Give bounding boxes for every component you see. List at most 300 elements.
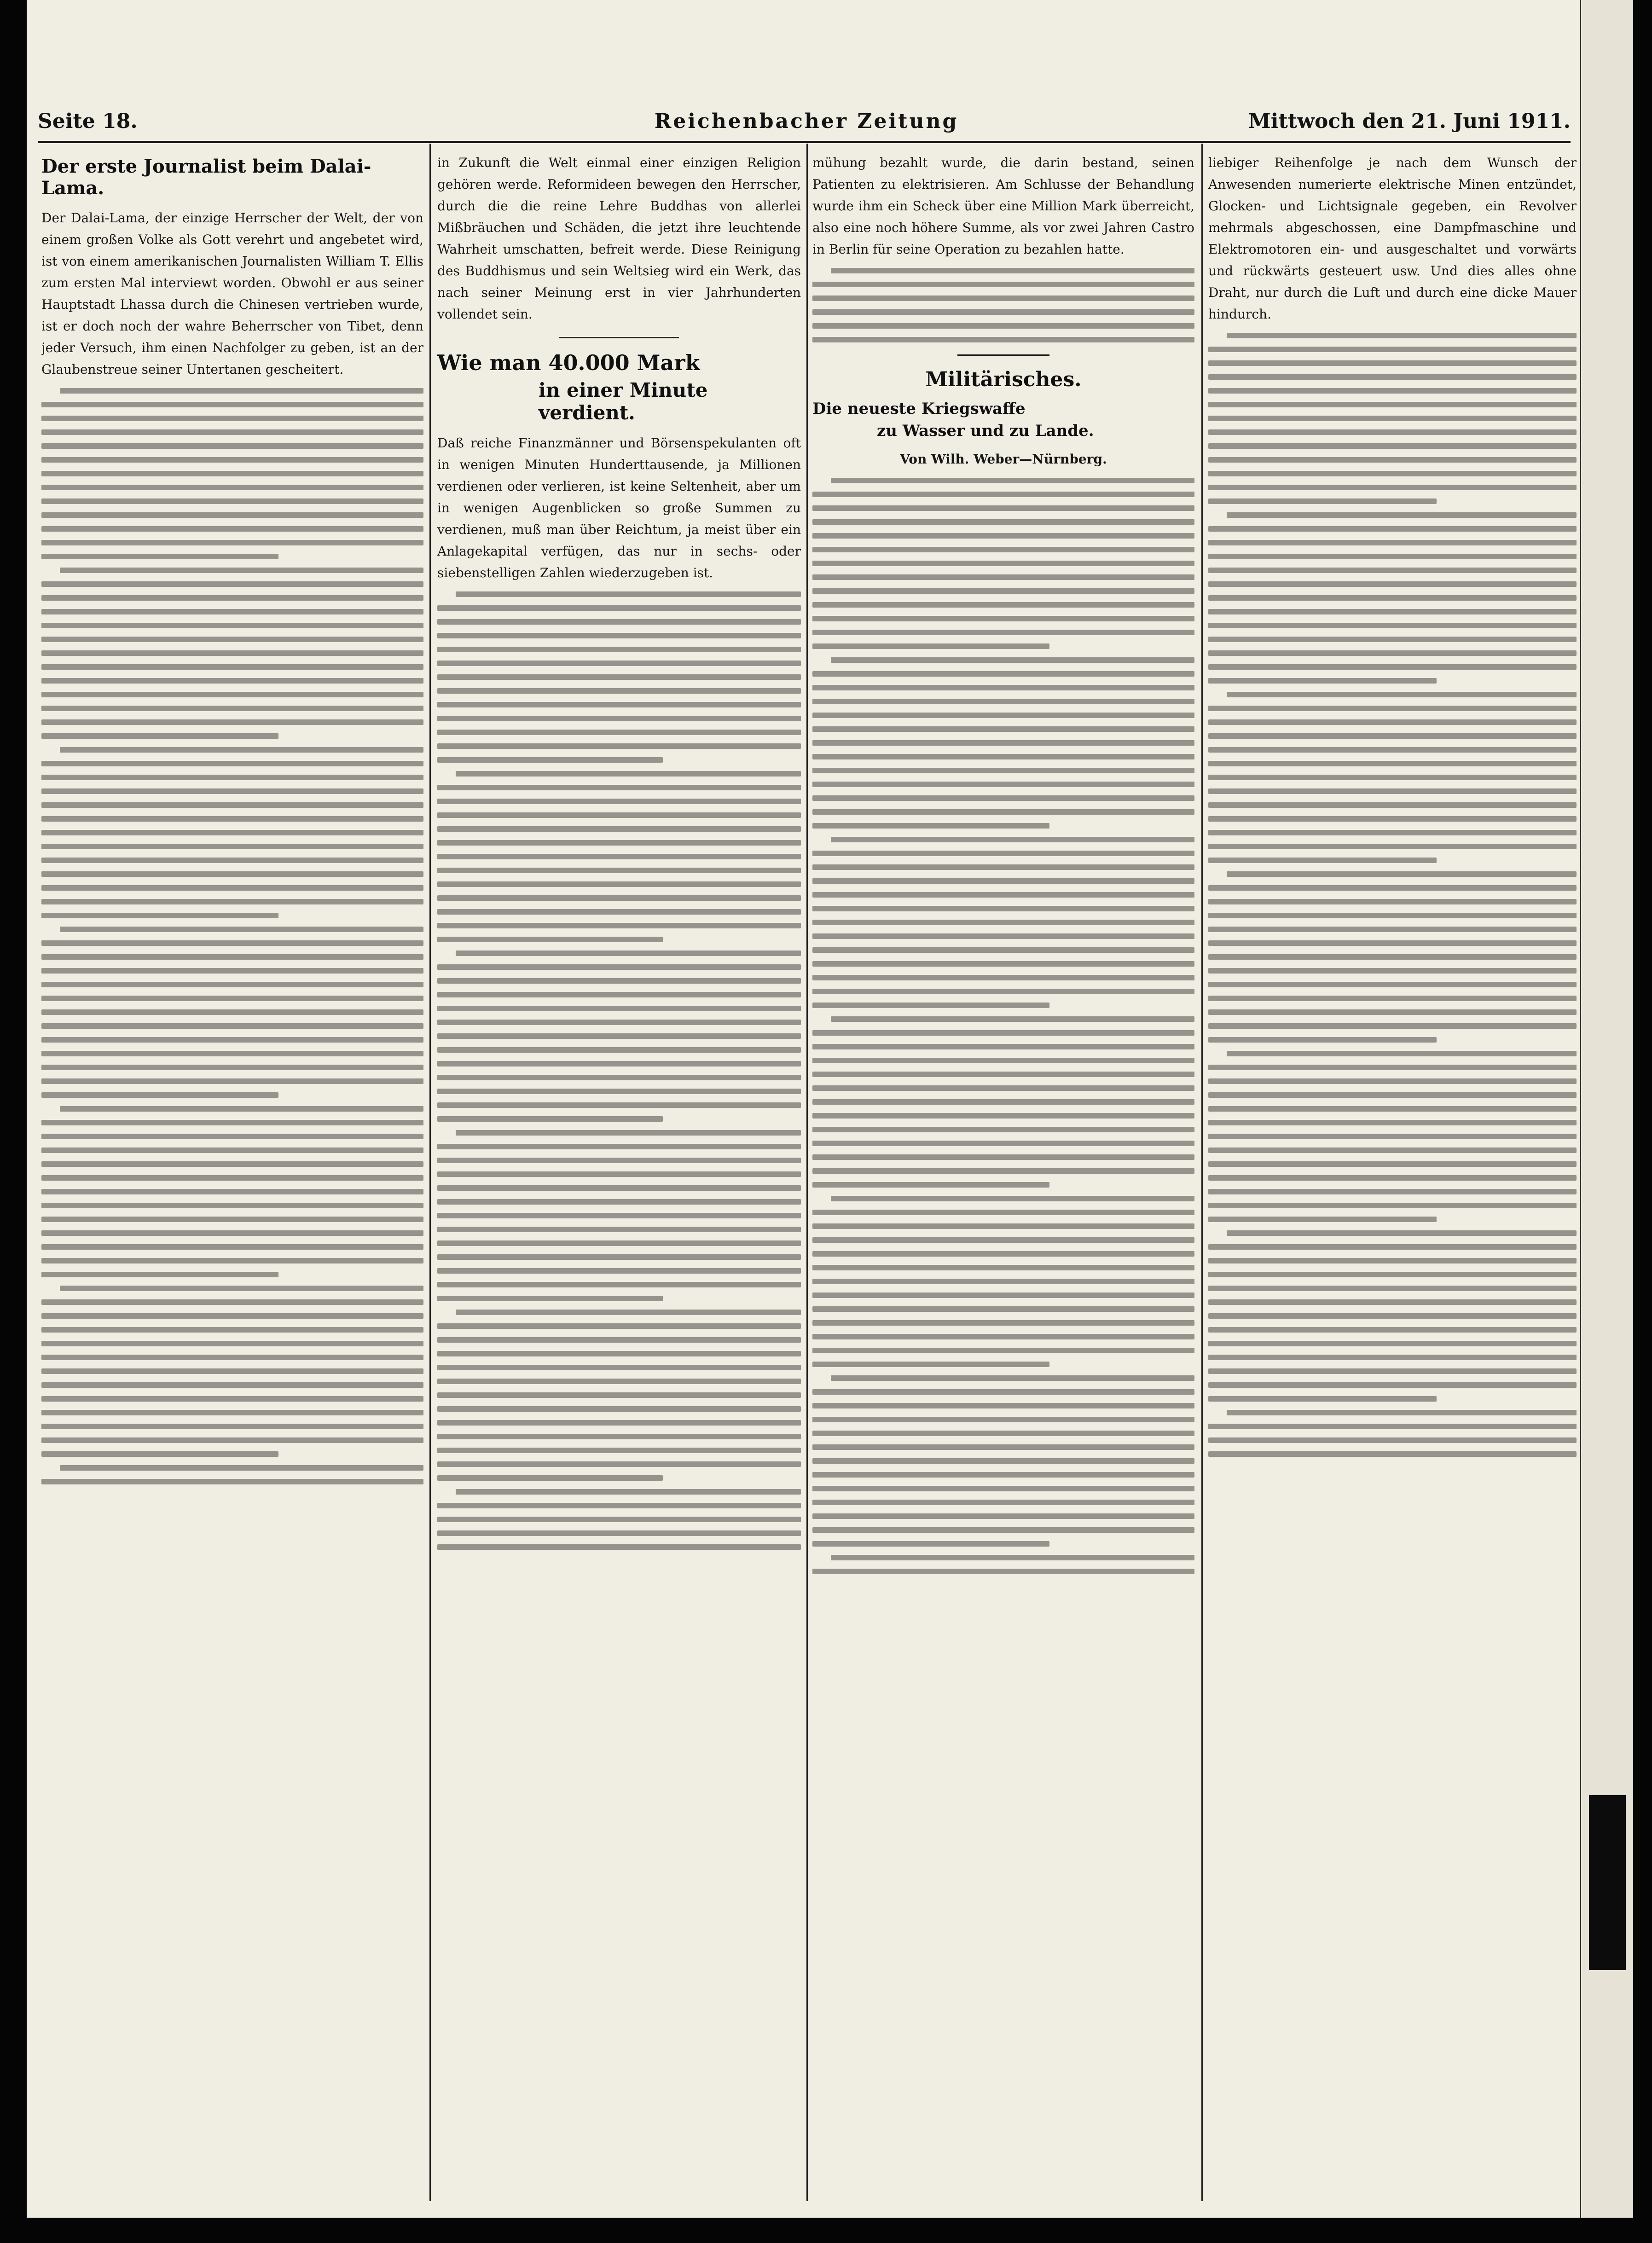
text-line	[41, 1065, 423, 1070]
text-line	[1208, 1106, 1577, 1112]
text-line	[1208, 1396, 1437, 1402]
text-line	[41, 954, 423, 960]
text-line	[1208, 954, 1577, 960]
text-line	[812, 1279, 1194, 1284]
text-line	[41, 1396, 423, 1402]
text-line	[437, 1158, 801, 1163]
text-line	[41, 650, 423, 656]
text-line	[437, 937, 663, 942]
text-line	[812, 1362, 1049, 1367]
text-line	[1208, 1313, 1577, 1319]
text-line	[812, 1306, 1194, 1312]
text-line	[437, 1199, 801, 1205]
text-line	[1208, 388, 1577, 394]
text-line	[1208, 650, 1577, 656]
article-paragraph: in Zukunft die Welt einmal einer einzigen Religion gehören werde. Reformideen bewegen den Herrscher, durch die die reine Lehre Buddhas von allerlei Mißbräuchen und Schäden, die jetzt ihre leuchtende Wahrheit umschatten, befreit werde. Diese Reinigung des Buddhismus und sein Weltsieg wird ein Werk, das nach seiner Meinung erst in vier Jahrhunderten vollendet sein.	[437, 155, 801, 322]
text-line	[456, 771, 801, 777]
text-line	[41, 429, 423, 435]
text-line	[41, 1051, 423, 1056]
text-line	[1208, 706, 1577, 711]
text-line	[437, 854, 801, 859]
text-line	[41, 1451, 278, 1457]
text-line	[812, 1237, 1194, 1243]
article-divider	[957, 354, 1049, 356]
text-line	[812, 1444, 1194, 1450]
text-line	[831, 1555, 1194, 1560]
text-line	[1208, 429, 1577, 435]
text-line	[1208, 1037, 1437, 1043]
text-line	[1208, 1065, 1577, 1070]
text-line	[812, 754, 1194, 759]
text-lines	[41, 388, 423, 1484]
text-line	[812, 864, 1194, 870]
text-line	[812, 782, 1194, 787]
text-line	[41, 913, 278, 918]
text-line	[812, 519, 1194, 525]
text-line	[1208, 526, 1577, 532]
text-line	[831, 268, 1194, 273]
text-line	[1208, 968, 1577, 974]
text-line	[41, 1355, 423, 1360]
text-line	[812, 933, 1194, 939]
text-line	[1208, 1189, 1577, 1194]
text-line	[1208, 1327, 1577, 1333]
text-line	[437, 1061, 801, 1066]
text-line	[41, 1037, 423, 1043]
scan-edge-bottom	[0, 2218, 1652, 2243]
text-line	[812, 1251, 1194, 1257]
text-line	[41, 788, 423, 794]
text-line	[812, 1320, 1194, 1326]
newspaper-title: Reichenbacher Zeitung	[654, 110, 959, 133]
text-line	[437, 716, 801, 721]
text-line	[812, 920, 1194, 925]
text-line	[437, 674, 801, 680]
text-line	[1208, 747, 1577, 753]
text-line	[41, 885, 423, 891]
text-line	[437, 895, 801, 901]
text-line	[41, 1203, 423, 1208]
text-line	[41, 899, 423, 904]
text-line	[437, 840, 801, 846]
text-line	[1208, 1175, 1577, 1181]
text-line	[437, 1323, 801, 1329]
scan-edge-left	[0, 0, 27, 2243]
text-line	[831, 1196, 1194, 1201]
text-line	[437, 730, 801, 735]
text-line	[812, 823, 1049, 829]
text-line	[41, 485, 423, 490]
column-4	[1208, 152, 1577, 2205]
article-headline-kriegswaffe-line2: zu Wasser und zu Lande.	[877, 422, 1094, 440]
text-line	[437, 1282, 801, 1287]
text-line	[41, 581, 423, 587]
text-line	[41, 1217, 423, 1222]
text-line	[41, 678, 423, 684]
text-line	[437, 909, 801, 915]
article-headline-kriegswaffe: Die neueste Kriegswaffe	[812, 400, 1026, 418]
text-line	[1208, 595, 1577, 601]
text-line	[437, 1268, 801, 1274]
text-line	[41, 402, 423, 407]
text-line	[437, 881, 801, 887]
text-line	[812, 643, 1049, 649]
text-line	[437, 661, 801, 666]
text-line	[437, 1213, 801, 1218]
text-lines	[812, 478, 1194, 1574]
text-line	[41, 554, 278, 559]
column-2	[437, 152, 801, 2205]
text-line	[831, 478, 1194, 483]
text-line	[812, 1182, 1049, 1188]
text-line	[437, 1475, 663, 1481]
text-line	[812, 1403, 1194, 1408]
text-line	[41, 1244, 423, 1250]
text-line	[41, 1134, 423, 1139]
text-line	[1208, 899, 1577, 904]
text-line	[1208, 498, 1437, 504]
text-line	[41, 1078, 423, 1084]
text-line	[1208, 1437, 1577, 1443]
text-line	[437, 978, 801, 984]
text-line	[831, 1016, 1194, 1022]
text-line	[437, 619, 801, 625]
text-line	[1208, 1217, 1437, 1222]
text-line	[437, 1006, 801, 1011]
text-line	[41, 1382, 423, 1388]
text-line	[1208, 1355, 1577, 1360]
text-line	[437, 647, 801, 652]
article-divider	[559, 337, 679, 338]
text-line	[437, 757, 663, 763]
text-line	[812, 740, 1194, 746]
text-line	[1208, 1161, 1577, 1167]
text-line	[1208, 581, 1577, 587]
text-line	[437, 1089, 801, 1094]
text-line	[1227, 1410, 1577, 1415]
article-byline: Von Wilh. Weber—Nürnberg.	[900, 452, 1107, 467]
text-line	[437, 1379, 801, 1384]
text-line	[41, 526, 423, 532]
text-line	[812, 671, 1194, 677]
article-paragraph: liebiger Reihenfolge je nach dem Wunsch der Anwesenden numerierte elektrische Minen entzündet, Glocken- und Lichtsignale gegeben, ein Revolver mehrmals abgeschossen, eine Dampfmaschine und Elektromotoren ein- und ausgeschaltet und vorwärts und rückwärts gesteuert usw. Und dies alles ohne Draht, nur durch die Luft und durch eine dicke Mauer hindurch.	[1208, 155, 1577, 322]
text-line	[60, 1465, 423, 1471]
text-line	[41, 498, 423, 504]
text-line	[1208, 623, 1577, 628]
text-line	[456, 951, 801, 956]
article-paragraph: Daß reiche Finanzmänner und Börsenspekulanten oft in wenigen Minuten Hunderttausende, ja Millionen verdienen oder verlieren, ist keine Seltenheit, aber um in wenigen Augenblicken so große Summen zu verdienen, muß man über Reichtum, ja meist über ein Anlagekapital verfügen, das nur in sechs- oder siebenstelligen Zahlen wiederzugeben ist.	[437, 435, 801, 580]
text-lines	[1208, 333, 1577, 1457]
text-line	[60, 927, 423, 932]
text-line	[1208, 540, 1577, 545]
text-line	[812, 975, 1194, 980]
issue-date: Mittwoch den 21. Juni 1911.	[1248, 110, 1571, 133]
text-line	[1227, 692, 1577, 697]
text-line	[41, 692, 423, 697]
text-line	[41, 1175, 423, 1181]
text-line	[437, 1434, 801, 1439]
text-line	[812, 616, 1194, 621]
text-line	[41, 664, 423, 670]
text-line	[812, 1417, 1194, 1422]
text-line	[41, 1009, 423, 1015]
text-line	[812, 961, 1194, 967]
text-line	[41, 1410, 423, 1415]
text-line	[1208, 402, 1577, 407]
text-line	[1227, 512, 1577, 518]
text-line	[41, 512, 423, 518]
text-line	[812, 685, 1194, 690]
text-line	[437, 1227, 801, 1232]
text-line	[1208, 1258, 1577, 1263]
column-rule-2	[806, 144, 808, 2201]
text-line	[1208, 485, 1577, 490]
text-line	[812, 1044, 1194, 1049]
text-line	[812, 1127, 1194, 1132]
text-line	[1208, 775, 1577, 780]
text-line	[1208, 719, 1577, 725]
text-line	[437, 1351, 801, 1356]
text-line	[41, 540, 423, 545]
text-line	[60, 747, 423, 753]
text-line	[41, 1341, 423, 1346]
text-line	[437, 799, 801, 804]
text-lines	[437, 591, 801, 1550]
text-line	[1208, 1272, 1577, 1277]
text-line	[437, 785, 801, 790]
text-line	[812, 892, 1194, 898]
text-line	[812, 989, 1194, 994]
text-line	[41, 871, 423, 877]
text-line	[1208, 761, 1577, 766]
text-line	[41, 1120, 423, 1125]
text-line	[437, 1075, 801, 1080]
text-line	[41, 719, 423, 725]
text-line	[812, 1541, 1049, 1547]
text-line	[812, 1003, 1049, 1008]
text-line	[1208, 1244, 1577, 1250]
text-line	[41, 1272, 278, 1277]
text-line	[60, 1106, 423, 1112]
text-line	[1208, 844, 1577, 849]
text-line	[437, 1033, 801, 1039]
text-line	[1208, 637, 1577, 642]
text-line	[437, 1240, 801, 1246]
text-line	[437, 1448, 801, 1453]
article-paragraph: mühung bezahlt wurde, die darin bestand, seinen Patienten zu elektrisieren. Am Schlusse der Behandlung wurde ihm ein Scheck über eine Million Mark überreicht, also eine noch höhere Summe, als vor zwei Jahren Castro in Berlin für seine Operation zu bezahlen hatte.	[812, 155, 1194, 257]
text-line	[812, 947, 1194, 953]
text-line	[41, 595, 423, 601]
text-line	[1208, 733, 1577, 739]
text-line	[41, 968, 423, 974]
text-line	[812, 1458, 1194, 1464]
text-line	[41, 733, 278, 739]
text-line	[812, 1292, 1194, 1298]
text-line	[1208, 1009, 1577, 1015]
text-line	[812, 1141, 1194, 1146]
text-line	[1208, 443, 1577, 449]
text-line	[812, 1431, 1194, 1436]
text-line	[812, 1030, 1194, 1036]
text-line	[1208, 788, 1577, 794]
text-line	[1208, 568, 1577, 573]
text-line	[812, 768, 1194, 773]
text-line	[812, 878, 1194, 884]
text-line	[437, 1020, 801, 1025]
text-line	[812, 699, 1194, 704]
text-line	[41, 996, 423, 1001]
text-line	[41, 802, 423, 808]
article-headline-40000-mark-line2: in einer Minute verdient.	[539, 379, 708, 424]
text-line	[41, 1479, 423, 1484]
text-line	[41, 858, 423, 863]
text-line	[437, 1171, 801, 1177]
text-line	[1208, 457, 1577, 463]
text-line	[1227, 871, 1577, 877]
text-line	[437, 1254, 801, 1260]
text-line	[812, 547, 1194, 552]
text-line	[437, 1296, 663, 1301]
text-line	[437, 964, 801, 970]
text-line	[437, 702, 801, 707]
text-line	[1208, 471, 1577, 476]
text-line	[437, 992, 801, 997]
text-line	[812, 851, 1194, 856]
text-line	[1208, 830, 1577, 835]
text-line	[1208, 1382, 1577, 1388]
text-line	[41, 609, 423, 614]
text-lines	[812, 268, 1194, 342]
text-line	[812, 1099, 1194, 1105]
text-line	[812, 630, 1194, 635]
text-line	[41, 1148, 423, 1153]
text-line	[812, 1348, 1194, 1353]
text-line	[41, 940, 423, 946]
text-line	[41, 1023, 423, 1029]
section-headline-militaerisches: Militärisches.	[925, 368, 1082, 391]
column-3	[812, 152, 1194, 2205]
text-line	[812, 1072, 1194, 1077]
text-line	[812, 1223, 1194, 1229]
text-line	[437, 1530, 801, 1536]
text-line	[41, 761, 423, 766]
text-line	[41, 1299, 423, 1305]
text-line	[1208, 982, 1577, 987]
text-line	[41, 816, 423, 822]
text-line	[812, 296, 1194, 301]
text-line	[1208, 1203, 1577, 1208]
text-line	[456, 1310, 801, 1315]
text-line	[812, 602, 1194, 608]
text-line	[812, 1513, 1194, 1519]
text-line	[1208, 374, 1577, 380]
text-line	[1208, 885, 1577, 891]
text-line	[41, 637, 423, 642]
text-line	[812, 1389, 1194, 1395]
text-line	[1208, 1286, 1577, 1291]
text-line	[812, 574, 1194, 580]
page-number: Seite 18.	[38, 110, 138, 133]
text-line	[812, 809, 1194, 815]
article-headline-40000-mark: Wie man 40.000 Mark	[437, 350, 700, 375]
text-line	[437, 812, 801, 818]
text-line	[812, 1486, 1194, 1491]
text-line	[1208, 554, 1577, 559]
text-line	[1208, 940, 1577, 946]
text-line	[1208, 1148, 1577, 1153]
text-line	[437, 1116, 663, 1122]
text-line	[812, 1569, 1194, 1574]
text-line	[60, 1286, 423, 1291]
text-line	[1227, 1230, 1577, 1236]
text-line	[437, 1406, 801, 1412]
text-line	[41, 1424, 423, 1429]
text-line	[41, 982, 423, 987]
text-line	[1208, 347, 1577, 352]
text-line	[437, 826, 801, 832]
text-line	[1208, 360, 1577, 366]
article-headline-dalai-lama: Der erste Journalist beim Dalai-Lama.	[41, 156, 371, 199]
text-line	[41, 1161, 423, 1167]
text-line	[41, 1258, 423, 1263]
text-line	[41, 1092, 278, 1098]
text-line	[41, 416, 423, 421]
text-line	[437, 923, 801, 928]
text-line	[1208, 927, 1577, 932]
text-line	[41, 830, 423, 835]
text-line	[812, 1210, 1194, 1215]
text-line	[831, 1375, 1194, 1381]
text-line	[41, 1230, 423, 1236]
column-rule-3	[1201, 144, 1203, 2201]
text-line	[1208, 858, 1437, 863]
text-line	[812, 588, 1194, 594]
header-rule	[38, 141, 1571, 143]
text-line	[437, 688, 801, 694]
text-line	[812, 713, 1194, 718]
text-line	[456, 591, 801, 597]
text-line	[437, 1517, 801, 1522]
text-line	[41, 706, 423, 711]
text-line	[437, 1102, 801, 1108]
text-line	[1208, 1120, 1577, 1125]
text-line	[1208, 1023, 1577, 1029]
column-rule-1	[429, 144, 431, 2201]
text-line	[831, 657, 1194, 663]
text-line	[41, 844, 423, 849]
text-line	[812, 492, 1194, 497]
text-line	[1208, 678, 1437, 684]
text-line	[437, 1337, 801, 1343]
text-line	[1208, 416, 1577, 421]
text-line	[812, 323, 1194, 329]
text-line	[60, 388, 423, 394]
text-line	[812, 1472, 1194, 1478]
text-line	[437, 1047, 801, 1053]
text-line	[437, 743, 801, 749]
text-line	[1208, 1424, 1577, 1429]
text-line	[437, 868, 801, 873]
text-line	[1208, 1134, 1577, 1139]
text-line	[1208, 913, 1577, 918]
text-line	[812, 337, 1194, 342]
text-line	[1227, 333, 1577, 338]
text-line	[812, 561, 1194, 566]
scan-edge-right	[1632, 0, 1652, 2243]
text-line	[812, 1168, 1194, 1174]
text-line	[1208, 1078, 1577, 1084]
text-line	[812, 1500, 1194, 1505]
